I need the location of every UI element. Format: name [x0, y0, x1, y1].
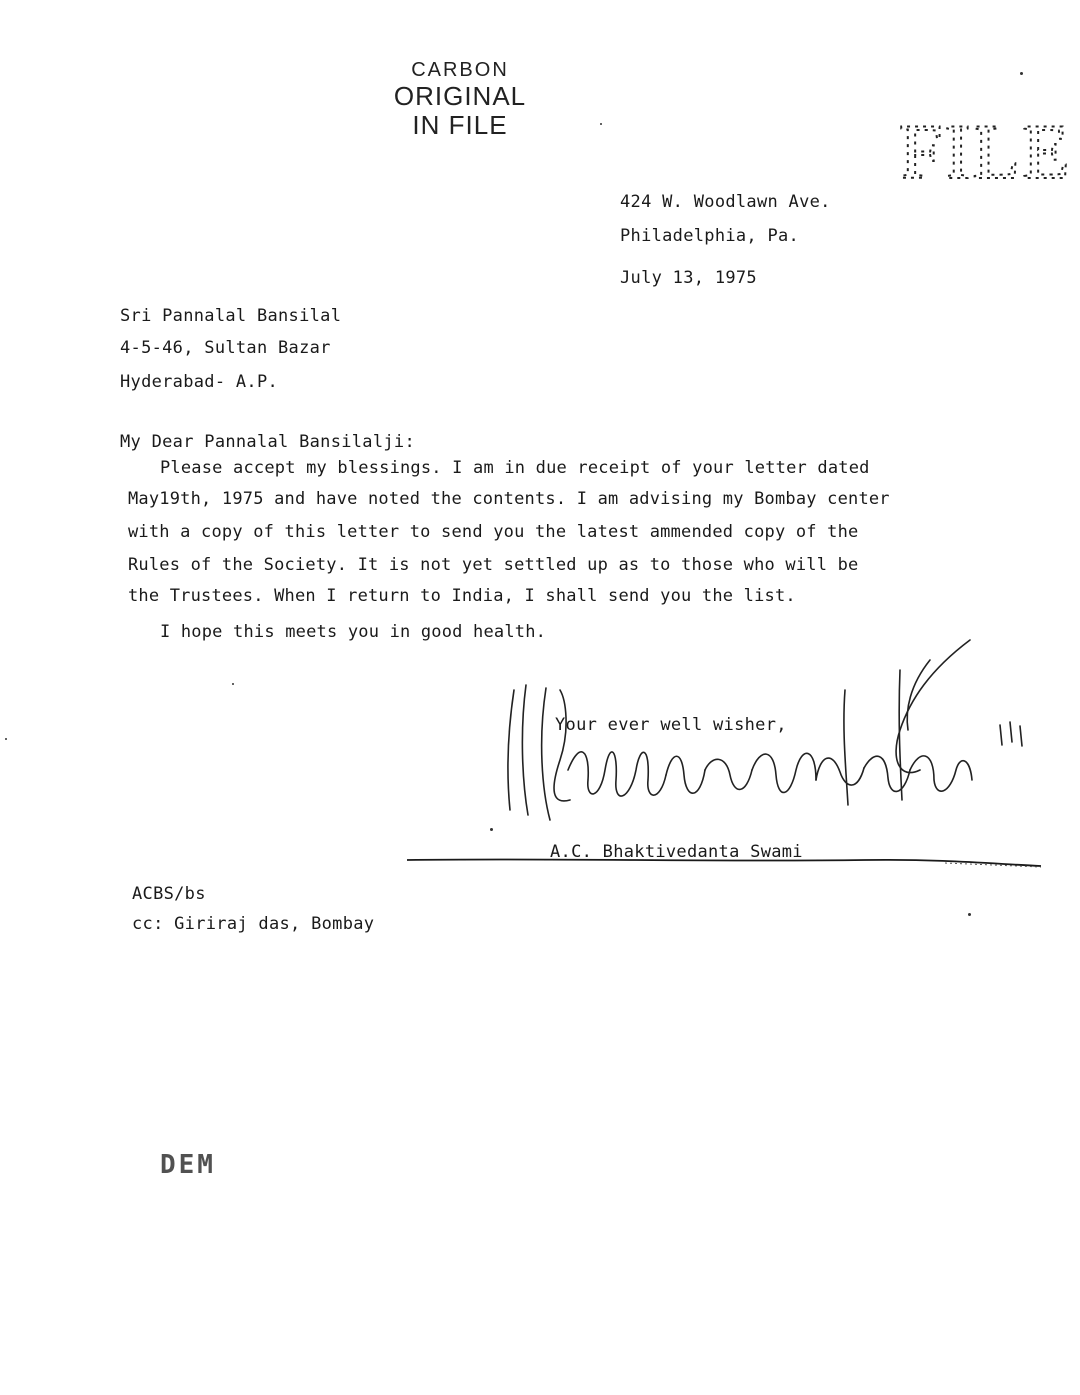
signature-name: A.C. Bhaktivedanta Swami	[550, 842, 803, 862]
footer-mark-text: DEM	[160, 1150, 216, 1180]
body-line-5: the Trustees. When I return to India, I shall send you the list.	[128, 586, 796, 606]
scan-speck	[5, 738, 7, 740]
salutation: My Dear Pannalal Bansilalji:	[120, 432, 415, 452]
scan-speck	[232, 683, 234, 685]
stamp-line-carbon: CARBON	[411, 59, 509, 81]
body-line-3: with a copy of this letter to send you the latest ammended copy of the	[128, 522, 859, 542]
stamp-line-in-file: IN FILE	[412, 110, 508, 141]
sender-city: Philadelphia, Pa.	[620, 226, 800, 246]
scan-speck	[1020, 72, 1023, 75]
recipient-street: 4-5-46, Sultan Bazar	[120, 338, 331, 358]
file-stamp	[895, 108, 1072, 195]
body-line-6: I hope this meets you in good health.	[160, 622, 547, 642]
letter-date: July 13, 1975	[620, 268, 757, 288]
cc-line: cc: Giriraj das, Bombay	[132, 914, 375, 934]
recipient-name: Sri Pannalal Bansilal	[120, 306, 342, 326]
stamp-line-original: ORIGINAL	[393, 81, 527, 111]
sender-street: 424 W. Woodlawn Ave.	[620, 192, 831, 212]
footer-mark	[160, 1150, 216, 1180]
body-line-1: Please accept my blessings. I am in due receipt of your letter dated	[160, 458, 870, 478]
scan-speck	[600, 123, 602, 125]
body-line-2: May19th, 1975 and have noted the contents. I am advising my Bombay center	[128, 489, 890, 509]
scan-speck	[490, 828, 493, 831]
carbon-original-stamp	[370, 60, 550, 140]
reference-initials: ACBS/bs	[132, 884, 206, 904]
scan-speck	[968, 913, 971, 916]
body-line-4: Rules of the Society. It is not yet settled up as to those who will be	[128, 555, 859, 575]
recipient-city: Hyderabad- A.P.	[120, 372, 279, 392]
file-stamp-text: FILE	[899, 108, 1072, 195]
closing: Your ever well wisher,	[555, 715, 787, 735]
handwritten-signature	[490, 630, 1050, 860]
